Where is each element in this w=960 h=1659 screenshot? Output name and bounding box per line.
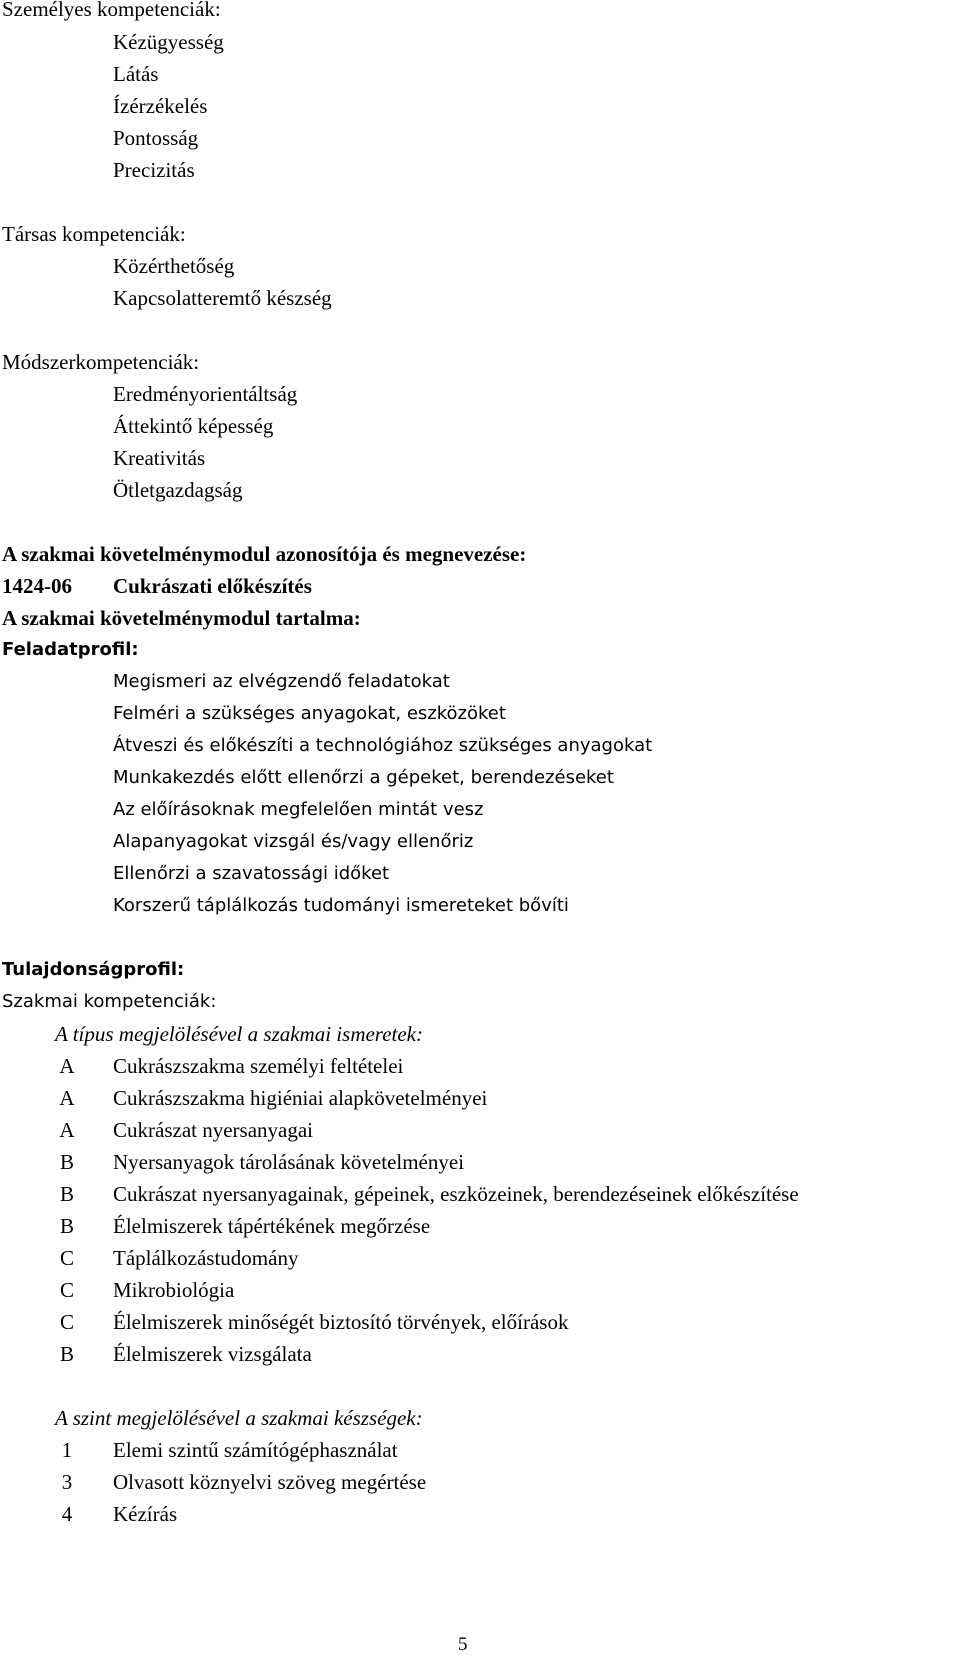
knowledge-code: B <box>59 1342 74 1366</box>
skill-item: Olvasott köznyelvi szöveg megértése <box>113 1470 427 1494</box>
method-competency-item: Eredményorientáltság <box>113 382 298 406</box>
knowledge-item: Mikrobiológia <box>113 1278 235 1302</box>
personal-competency-item: Kézügyesség <box>113 30 224 54</box>
skill-level: 1 <box>61 1438 73 1462</box>
skills-heading: A szint megjelölésével a szakmai készségek: <box>55 1406 423 1430</box>
personal-competency-item: Ízérzékelés <box>113 94 208 118</box>
personal-competency-item: Precizitás <box>113 158 195 182</box>
task-item: Átveszi és előkészíti a technológiához szükséges anyagokat <box>113 735 653 756</box>
knowledge-code: C <box>59 1278 74 1302</box>
task-item: Ellenőrzi a szavatossági időket <box>113 863 390 884</box>
knowledge-code: C <box>59 1246 74 1270</box>
skill-item: Kézírás <box>113 1502 178 1526</box>
skill-level: 4 <box>61 1502 73 1526</box>
knowledge-code: A <box>59 1086 75 1110</box>
task-profile-heading: Feladatprofil: <box>2 639 139 660</box>
knowledge-code: B <box>59 1150 74 1174</box>
task-item: Felméri a szükséges anyagokat, eszközöket <box>113 703 506 724</box>
social-competencies-heading: Társas kompetenciák: <box>2 222 186 246</box>
knowledge-item: Cukrászat nyersanyagai <box>113 1118 314 1142</box>
knowledge-item: Cukrászszakma higiéniai alapkövetelményei <box>113 1086 488 1110</box>
knowledge-item: Élelmiszerek vizsgálata <box>113 1342 312 1366</box>
method-competency-item: Ötletgazdagság <box>113 478 243 502</box>
method-competencies-heading: Módszerkompetenciák: <box>2 350 200 374</box>
social-competency-item: Közérthetőség <box>113 254 235 278</box>
professional-competencies-heading: Szakmai kompetenciák: <box>2 991 217 1012</box>
module-content-heading: A szakmai követelménymodul tartalma: <box>2 606 361 630</box>
module-name: Cukrászati előkészítés <box>113 574 312 598</box>
method-competency-item: Kreativitás <box>113 446 206 470</box>
task-item: Megismeri az elvégzendő feladatokat <box>113 671 450 692</box>
knowledge-item: Cukrászat nyersanyagainak, gépeinek, eszközeinek, berendezéseinek előkészítése <box>113 1182 799 1206</box>
skill-level: 3 <box>61 1470 73 1494</box>
method-competency-item: Áttekintő képesség <box>113 414 274 438</box>
knowledge-item: Élelmiszerek tápértékének megőrzése <box>113 1214 431 1238</box>
personal-competency-item: Látás <box>113 62 159 86</box>
task-item: Az előírásoknak megfelelően mintát vesz <box>113 799 484 820</box>
knowledge-code: B <box>59 1182 74 1206</box>
personal-competencies-heading: Személyes kompetenciák: <box>2 0 221 21</box>
knowledge-code: B <box>59 1214 74 1238</box>
property-profile-heading: Tulajdonságprofil: <box>2 959 185 980</box>
knowledge-item: Élelmiszerek minőségét biztosító törvények, előírások <box>113 1310 569 1334</box>
personal-competency-item: Pontosság <box>113 126 199 150</box>
page-number: 5 <box>458 1634 468 1655</box>
knowledge-code: A <box>59 1118 75 1142</box>
knowledge-code: A <box>59 1054 75 1078</box>
knowledge-item: Táplálkozástudomány <box>113 1246 299 1270</box>
knowledge-item: Nyersanyagok tárolásának követelményei <box>113 1150 465 1174</box>
module-code: 1424-06 <box>2 574 72 598</box>
task-item: Alapanyagokat vizsgál és/vagy ellenőriz <box>113 831 474 852</box>
skill-item: Elemi szintű számítógéphasználat <box>113 1438 398 1462</box>
social-competency-item: Kapcsolatteremtő készség <box>113 286 332 310</box>
knowledge-item: Cukrászszakma személyi feltételei <box>113 1054 404 1078</box>
task-item: Korszerű táplálkozás tudományi ismereteket bővíti <box>113 895 569 916</box>
task-item: Munkakezdés előtt ellenőrzi a gépeket, berendezéseket <box>113 767 614 788</box>
knowledge-heading: A típus megjelölésével a szakmai ismeretek: <box>55 1022 423 1046</box>
module-title: A szakmai követelménymodul azonosítója és megnevezése: <box>2 542 527 566</box>
knowledge-code: C <box>59 1310 74 1334</box>
